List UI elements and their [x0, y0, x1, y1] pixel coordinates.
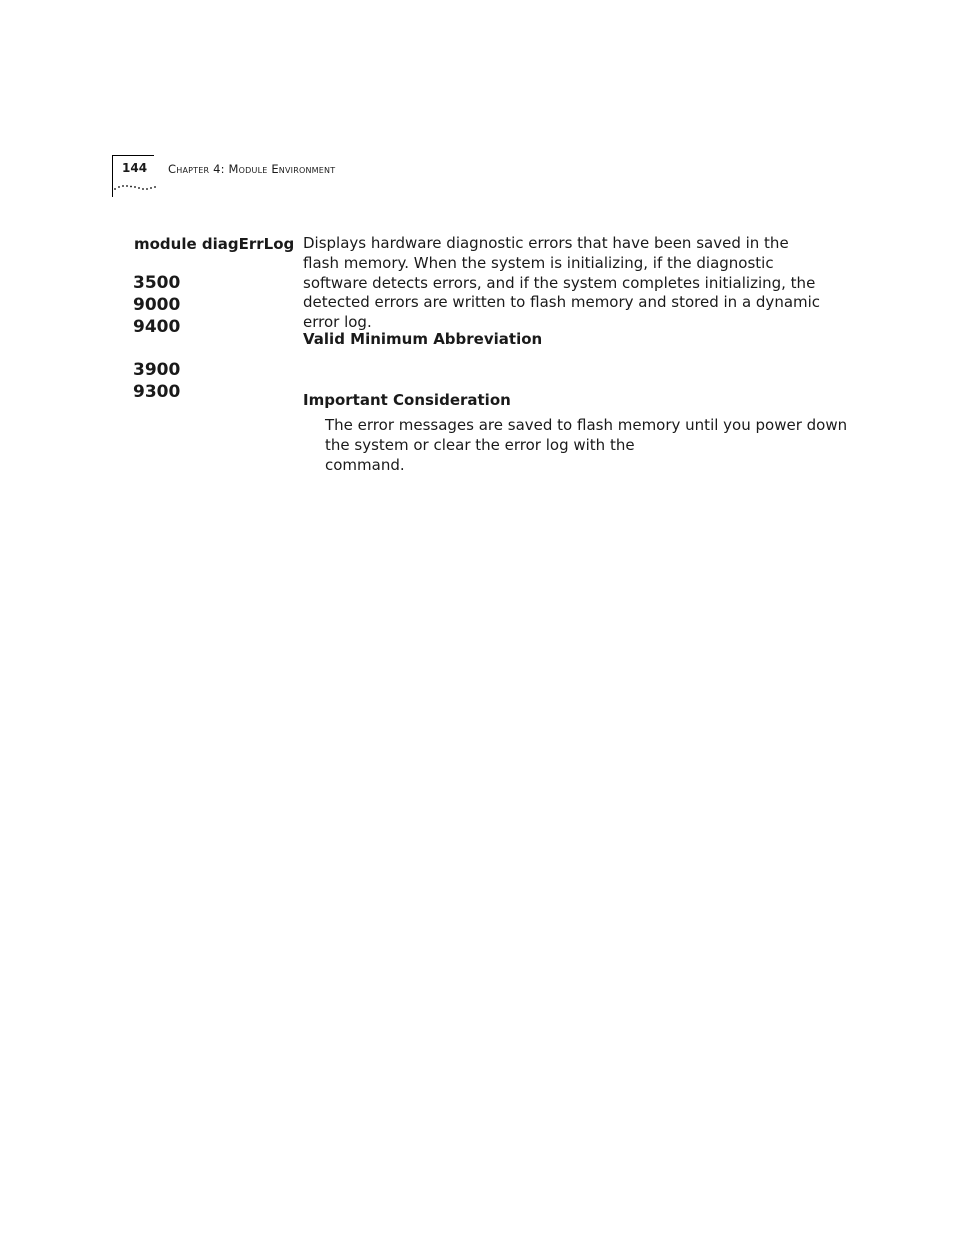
- platform-number: 3500: [133, 273, 181, 293]
- platform-number: 9300: [133, 382, 181, 402]
- header-rule-top: [112, 155, 154, 156]
- consideration-line: the system or clear the error log with the: [325, 435, 635, 454]
- header-dots-decoration: [113, 183, 157, 193]
- consideration-line: The error messages are saved to flash memory until you power down: [325, 416, 848, 434]
- page-number: 144: [122, 161, 148, 175]
- command-name: module diagErrLog: [134, 235, 295, 253]
- important-heading: Important Consideration: [303, 391, 511, 409]
- platform-group-b: [133, 359, 180, 403]
- platform-group-a: [133, 272, 180, 338]
- consideration-line: command.: [325, 455, 405, 474]
- command-description: Displays hardware diagnostic errors that have been saved in the flash memory. When the system is initializing, if the diagnostic software detects errors, and if the system completes initializing, the detected errors are written to flash memory and stored in a dynamic error log.: [303, 234, 821, 332]
- abbreviation-heading: Valid Minimum Abbreviation: [303, 330, 543, 348]
- platform-number: 9000: [133, 295, 181, 315]
- platform-number: 3900: [133, 360, 181, 380]
- consideration-text: [325, 416, 848, 475]
- chapter-title: Chapter 4: Module Environment: [168, 162, 336, 176]
- platform-number: 9400: [133, 317, 181, 337]
